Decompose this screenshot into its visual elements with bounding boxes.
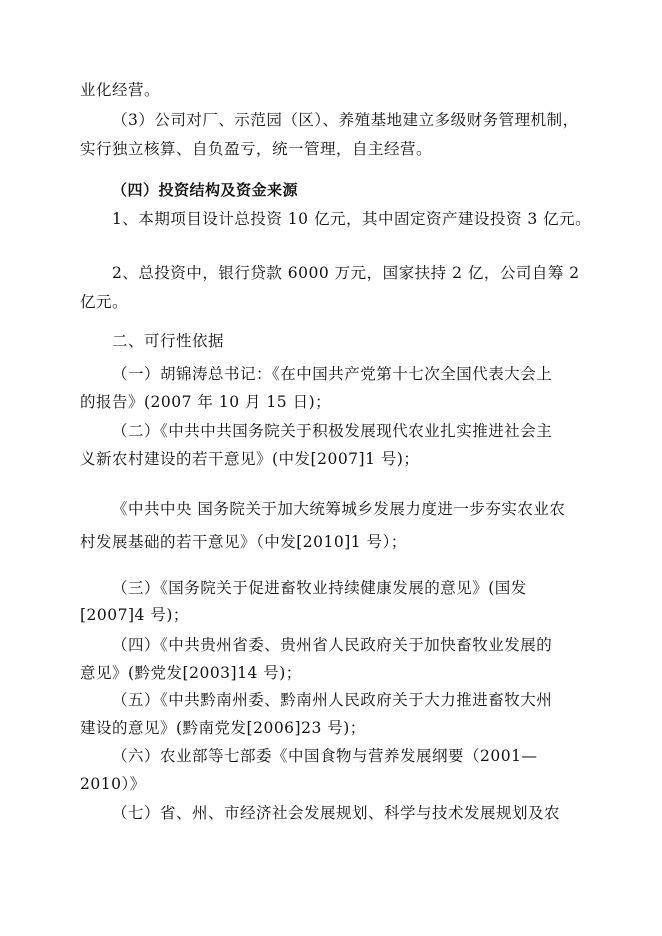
text-line: （四）《中共贵州省委、贵州省人民政府关于加快畜牧业发展的 (112, 636, 553, 654)
text-line: （六）农业部等七部委《中国食物与营养发展纲要（2001— (112, 747, 538, 765)
text-line: 的报告》(2007 年 10 月 15 日)； (80, 393, 332, 411)
text-line: 意见》(黔党发[2003]14 号)； (80, 664, 302, 682)
text-line: 亿元。 (80, 293, 129, 311)
text-line: （二）《中共中共国务院关于积极发展现代农业扎实推进社会主 (112, 422, 553, 440)
text-line: 2010）》 (80, 775, 146, 793)
section-heading: 二、可行性依据 (112, 332, 225, 350)
text-line: 义新农村建设的若干意见》(中发[2007]1 号)； (80, 450, 420, 468)
section-heading: （四）投资结构及资金来源 (112, 181, 299, 199)
text-line: （一）胡锦涛总书记：《在中国共产党第十七次全国代表大会上 (112, 365, 553, 383)
text-line: （七）省、州、市经济社会发展规划、科学与技术发展规划及农 (112, 804, 561, 822)
text-line: 1、本期项目设计总投资 10 亿元，其中固定资产建设投资 3 亿元。 (112, 210, 592, 228)
text-line: 建设的意见》(黔南党发[2006]23 号)； (80, 719, 366, 737)
text-line: 实行独立核算、自负盈亏，统一管理，自主经营。 (80, 140, 433, 158)
text-line: 2、总投资中，银行贷款 6000 万元，国家扶持 2 亿，公司自筹 2 (112, 264, 580, 282)
text-line: 《中共中央 国务院关于加大统筹城乡发展力度进一步夯实农业农 (112, 500, 566, 518)
text-line: 村发展基础的若干意见》（中发[2010]1 号）； (80, 533, 407, 551)
text-line: [2007]4 号)； (80, 606, 189, 624)
text-line: （五）《中共黔南州委、黔南州人民政府关于大力推进畜牧大州 (112, 691, 553, 709)
text-line: （3）公司对厂、示范园（区）、养殖基地建立多级财务管理机制， (112, 111, 579, 129)
text-line: （三）《国务院关于促进畜牧业持续健康发展的意见》(国发 (112, 579, 527, 597)
text-line: 业化经营。 (80, 81, 161, 99)
